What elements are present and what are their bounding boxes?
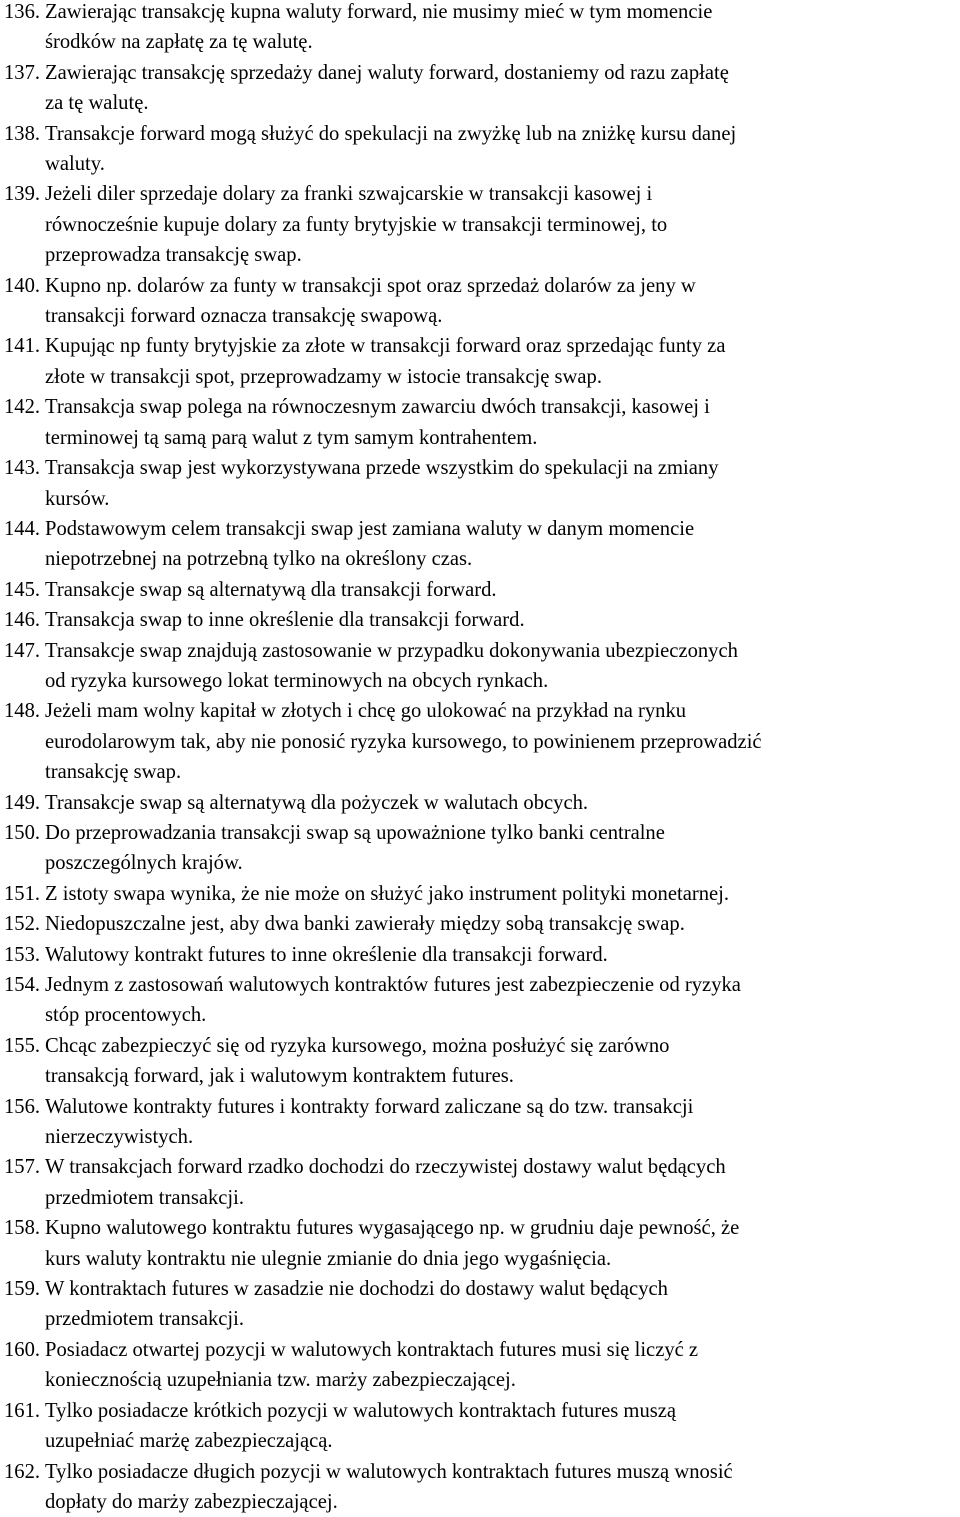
item-number: 156. xyxy=(0,1092,45,1122)
item-number: 137. xyxy=(0,58,45,88)
item-text: Tylko posiadacze krótkich pozycji w walutowych kontraktach futures muszą uzupełniać marżę zabezpieczającą. xyxy=(45,1396,958,1457)
item-text: Transakcje forward mogą służyć do spekulacji na zwyżkę lub na zniżkę kursu danej waluty. xyxy=(45,119,958,180)
item-text: Transakcje swap znajdują zastosowanie w przypadku dokonywania ubezpieczonych od ryzyka kursowego lokat terminowych na obcych rynkach. xyxy=(45,636,958,697)
item-number: 146. xyxy=(0,605,45,635)
item-number: 160. xyxy=(0,1335,45,1365)
list-item xyxy=(0,1274,958,1335)
list-item xyxy=(0,1396,958,1457)
item-text: Niedopuszczalne jest, aby dwa banki zawierały między sobą transakcję swap. xyxy=(45,909,958,939)
item-number: 142. xyxy=(0,392,45,422)
item-text: Kupno np. dolarów za funty w transakcji spot oraz sprzedaż dolarów za jeny w transakcji forward oznacza transakcję swapową. xyxy=(45,271,958,332)
list-item xyxy=(0,970,958,1031)
item-number: 150. xyxy=(0,818,45,848)
item-text: Jednym z zastosowań walutowych kontraktów futures jest zabezpieczenie od ryzyka stóp procentowych. xyxy=(45,970,958,1031)
list-item xyxy=(0,818,958,879)
item-text: Jeżeli mam wolny kapitał w złotych i chcę go ulokować na przykład na rynku eurodolarowym tak, aby nie ponosić ryzyka kursowego, to powinienem przeprowadzić transakcję swap. xyxy=(45,696,958,787)
list-item xyxy=(0,58,958,119)
list-item xyxy=(0,1092,958,1153)
list-item xyxy=(0,788,958,818)
item-text: Transakcje swap są alternatywą dla transakcji forward. xyxy=(45,575,958,605)
item-text: Transakcje swap są alternatywą dla pożyczek w walutach obcych. xyxy=(45,788,958,818)
list-item xyxy=(0,909,958,939)
item-text: Do przeprowadzania transakcji swap są upoważnione tylko banki centralne poszczególnych krajów. xyxy=(45,818,958,879)
item-text: Podstawowym celem transakcji swap jest zamiana waluty w danym momencie niepotrzebnej na potrzebną tylko na określony czas. xyxy=(45,514,958,575)
item-number: 152. xyxy=(0,909,45,939)
item-text: Transakcja swap to inne określenie dla transakcji forward. xyxy=(45,605,958,635)
list-item xyxy=(0,119,958,180)
item-number: 143. xyxy=(0,453,45,483)
item-text: Posiadacz otwartej pozycji w walutowych kontraktach futures musi się liczyć z koniecznością uzupełniania tzw. marży zabezpieczającej. xyxy=(45,1335,958,1396)
list-item xyxy=(0,331,958,392)
list-item xyxy=(0,0,958,58)
list-item xyxy=(0,453,958,514)
list-item xyxy=(0,271,958,332)
item-text: W kontraktach futures w zasadzie nie dochodzi do dostawy walut będących przedmiotem transakcji. xyxy=(45,1274,958,1335)
item-text: Transakcja swap jest wykorzystywana przede wszystkim do spekulacji na zmiany kursów. xyxy=(45,453,958,514)
item-number: 149. xyxy=(0,788,45,818)
item-number: 155. xyxy=(0,1031,45,1061)
item-number: 161. xyxy=(0,1396,45,1426)
list-item xyxy=(0,940,958,970)
item-number: 157. xyxy=(0,1152,45,1182)
item-number: 147. xyxy=(0,636,45,666)
list-item xyxy=(0,1031,958,1092)
item-number: 158. xyxy=(0,1213,45,1243)
list-item xyxy=(0,605,958,635)
item-text: Kupując np funty brytyjskie za złote w transakcji forward oraz sprzedając funty za złote w transakcji spot, przeprowadzamy w istocie transakcję swap. xyxy=(45,331,958,392)
item-number: 138. xyxy=(0,119,45,149)
item-number: 140. xyxy=(0,271,45,301)
item-text: Z istoty swapa wynika, że nie może on służyć jako instrument polityki monetarnej. xyxy=(45,879,958,909)
list-item xyxy=(0,1213,958,1274)
item-text: Zawierając transakcję sprzedaży danej waluty forward, dostaniemy od razu zapłatę za tę walutę. xyxy=(45,58,958,119)
item-text: Jeżeli diler sprzedaje dolary za franki szwajcarskie w transakcji kasowej i równocześnie kupuje dolary za funty brytyjskie w transakcji terminowej, to przeprowadza transakcję swap. xyxy=(45,179,958,270)
item-number: 145. xyxy=(0,575,45,605)
list-item xyxy=(0,879,958,909)
list-item xyxy=(0,1335,958,1396)
item-number: 151. xyxy=(0,879,45,909)
list-item xyxy=(0,575,958,605)
item-text: Chcąc zabezpieczyć się od ryzyka kursowego, można posłużyć się zarówno transakcją forward, jak i walutowym kontraktem futures. xyxy=(45,1031,958,1092)
list-item xyxy=(0,514,958,575)
list-item xyxy=(0,1152,958,1213)
item-text: Walutowy kontrakt futures to inne określenie dla transakcji forward. xyxy=(45,940,958,970)
item-number: 141. xyxy=(0,331,45,361)
item-text: Zawierając transakcję kupna waluty forward, nie musimy mieć w tym momencie środków na zapłatę za tę walutę. xyxy=(45,0,958,58)
item-text: Kupno walutowego kontraktu futures wygasającego np. w grudniu daje pewność, że kurs waluty kontraktu nie ulegnie zmianie do dnia jego wygaśnięcia. xyxy=(45,1213,958,1274)
list-item xyxy=(0,636,958,697)
list-item xyxy=(0,696,958,787)
item-number: 139. xyxy=(0,179,45,209)
item-text: W transakcjach forward rzadko dochodzi do rzeczywistej dostawy walut będących przedmiotem transakcji. xyxy=(45,1152,958,1213)
item-number: 153. xyxy=(0,940,45,970)
item-number: 162. xyxy=(0,1457,45,1487)
item-number: 148. xyxy=(0,696,45,726)
item-text: Transakcja swap polega na równoczesnym zawarciu dwóch transakcji, kasowej i terminowej tą samą parą walut z tym samym kontrahentem. xyxy=(45,392,958,453)
list-item xyxy=(0,1457,958,1517)
item-number: 159. xyxy=(0,1274,45,1304)
item-number: 154. xyxy=(0,970,45,1000)
item-text: Tylko posiadacze długich pozycji w walutowych kontraktach futures muszą wnosić dopłaty do marży zabezpieczającej. xyxy=(45,1457,958,1517)
item-number: 144. xyxy=(0,514,45,544)
list-item xyxy=(0,392,958,453)
list-item xyxy=(0,179,958,270)
item-number: 136. xyxy=(0,0,45,27)
item-text: Walutowe kontrakty futures i kontrakty forward zaliczane są do tzw. transakcji nierzeczywistych. xyxy=(45,1092,958,1153)
